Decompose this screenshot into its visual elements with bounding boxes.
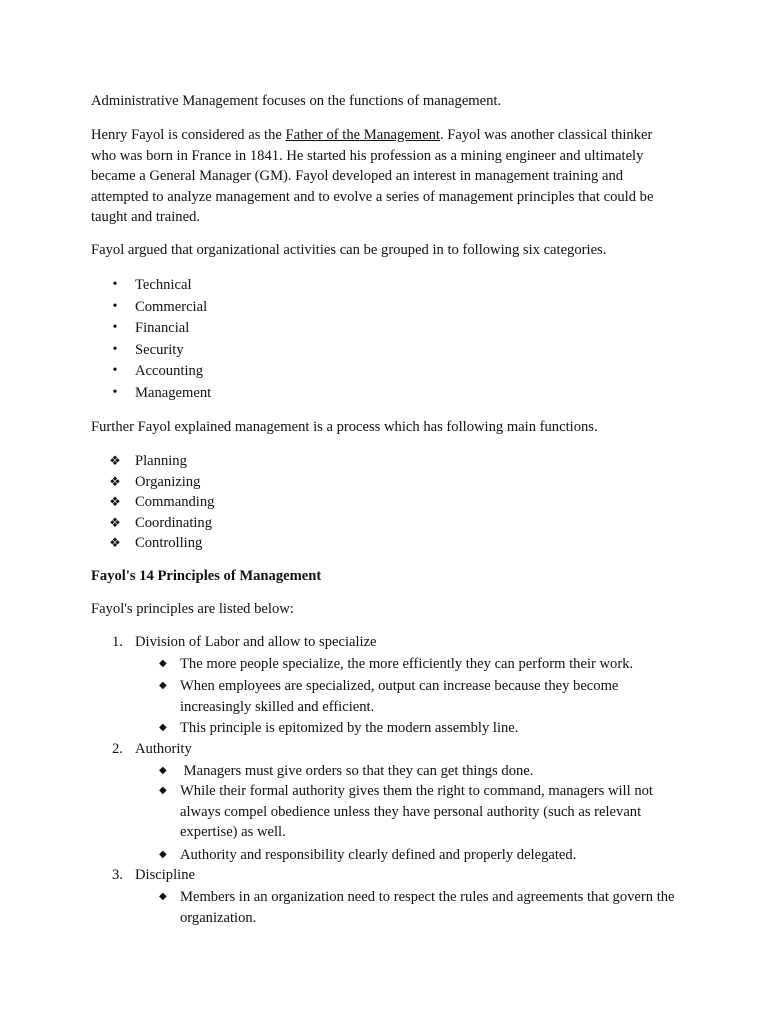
diamond-bullet-icon: ◆ (159, 658, 167, 669)
list-item (91, 340, 681, 362)
bullet-icon: • (112, 363, 118, 378)
function-label: Organizing (135, 473, 201, 490)
principle-title: Authority (135, 741, 192, 757)
fayol-lead: Henry Fayol is considered as the (91, 127, 286, 143)
principle-title: Division of Labor and allow to specialize (135, 634, 377, 650)
diamond-bullet-icon: ❖ (109, 514, 121, 530)
father-of-management-link: Father of the Management (285, 127, 440, 143)
categories-list (91, 275, 681, 404)
categories-intro: Fayol argued that organizational activities can be grouped in to following six categories. (91, 242, 607, 258)
list-item (91, 472, 681, 493)
principle-point: ◆ Members in an organization need to respect the rules and agreements that govern the organization. (159, 889, 675, 926)
diamond-bullet-icon: ❖ (109, 535, 121, 550)
list-item (91, 361, 681, 383)
category-label: Commercial (135, 298, 208, 315)
list-item (91, 451, 681, 472)
category-label: Financial (135, 320, 190, 336)
principle-title: Discipline (135, 867, 195, 883)
list-item (91, 533, 681, 554)
diamond-bullet-icon: ◆ (159, 785, 167, 796)
function-label: Coordinating (135, 514, 213, 531)
principles-intro: Fayol's principles are listed below: (91, 601, 294, 617)
bullet-icon: • (112, 341, 118, 357)
list-item (91, 492, 681, 513)
fayol-paragraph (91, 125, 681, 228)
diamond-bullet-icon: ◆ (159, 765, 167, 776)
diamond-bullet-icon: ◆ (159, 849, 167, 860)
category-label: Technical (135, 277, 192, 293)
bullet-icon: • (112, 384, 118, 400)
list-item (91, 275, 681, 297)
list-item (91, 318, 681, 340)
principle-point: ◆ When employees are specialized, output can increase because they become increasingly skilled and efficient. (159, 678, 619, 715)
principle-point: ◆ This principle is epitomized by the modern assembly line. (159, 718, 681, 739)
document-page (91, 0, 681, 1024)
functions-list (91, 451, 681, 554)
bullet-icon: • (112, 320, 118, 335)
diamond-bullet-icon: ◆ (159, 891, 167, 902)
list-item (91, 383, 681, 405)
category-label: Security (135, 341, 184, 358)
functions-intro: Further Fayol explained management is a process which has following main functions. (91, 419, 598, 435)
category-label: Management (135, 384, 212, 401)
diamond-bullet-icon: ❖ (109, 453, 121, 468)
fayol-rest: . Fayol was another classical thinker who was born in France in 1841. He started his profession as a mining engineer and ultimately became a General Manager (GM). Fayol developed an interest in management training and attempted to analyze management and to evolve a series of management principles that could be taught and trained. (91, 127, 654, 225)
principle-number: 3. (112, 867, 123, 883)
diamond-bullet-icon: ❖ (109, 473, 121, 489)
principle-number: 2. (112, 741, 123, 757)
function-label: Commanding (135, 494, 215, 510)
diamond-bullet-icon: ❖ (109, 494, 121, 509)
category-label: Accounting (135, 363, 204, 379)
principles-heading: Fayol's 14 Principles of Management (91, 568, 322, 584)
principle-point: ◆ While their formal authority gives them the right to command, managers will not always compel obedience unless they have personal authority (such as relevant expertise) as well. (159, 783, 653, 840)
principle-point: ◆ Managers must give orders so that they can get things done. (159, 761, 681, 782)
principle-point: ◆ The more people specialize, the more efficiently they can perform their work. (159, 654, 681, 675)
list-item (91, 513, 681, 534)
diamond-bullet-icon: ◆ (159, 680, 167, 691)
principle-number: 1. (112, 634, 123, 650)
intro-paragraph: Administrative Management focuses on the functions of management. (91, 93, 502, 109)
diamond-bullet-icon: ◆ (159, 722, 167, 733)
function-label: Controlling (135, 535, 203, 551)
bullet-icon: • (112, 298, 118, 314)
list-item (91, 297, 681, 319)
function-label: Planning (135, 453, 187, 469)
principle-point: ◆ Authority and responsibility clearly defined and properly delegated. (159, 845, 681, 866)
bullet-icon: • (112, 277, 118, 292)
